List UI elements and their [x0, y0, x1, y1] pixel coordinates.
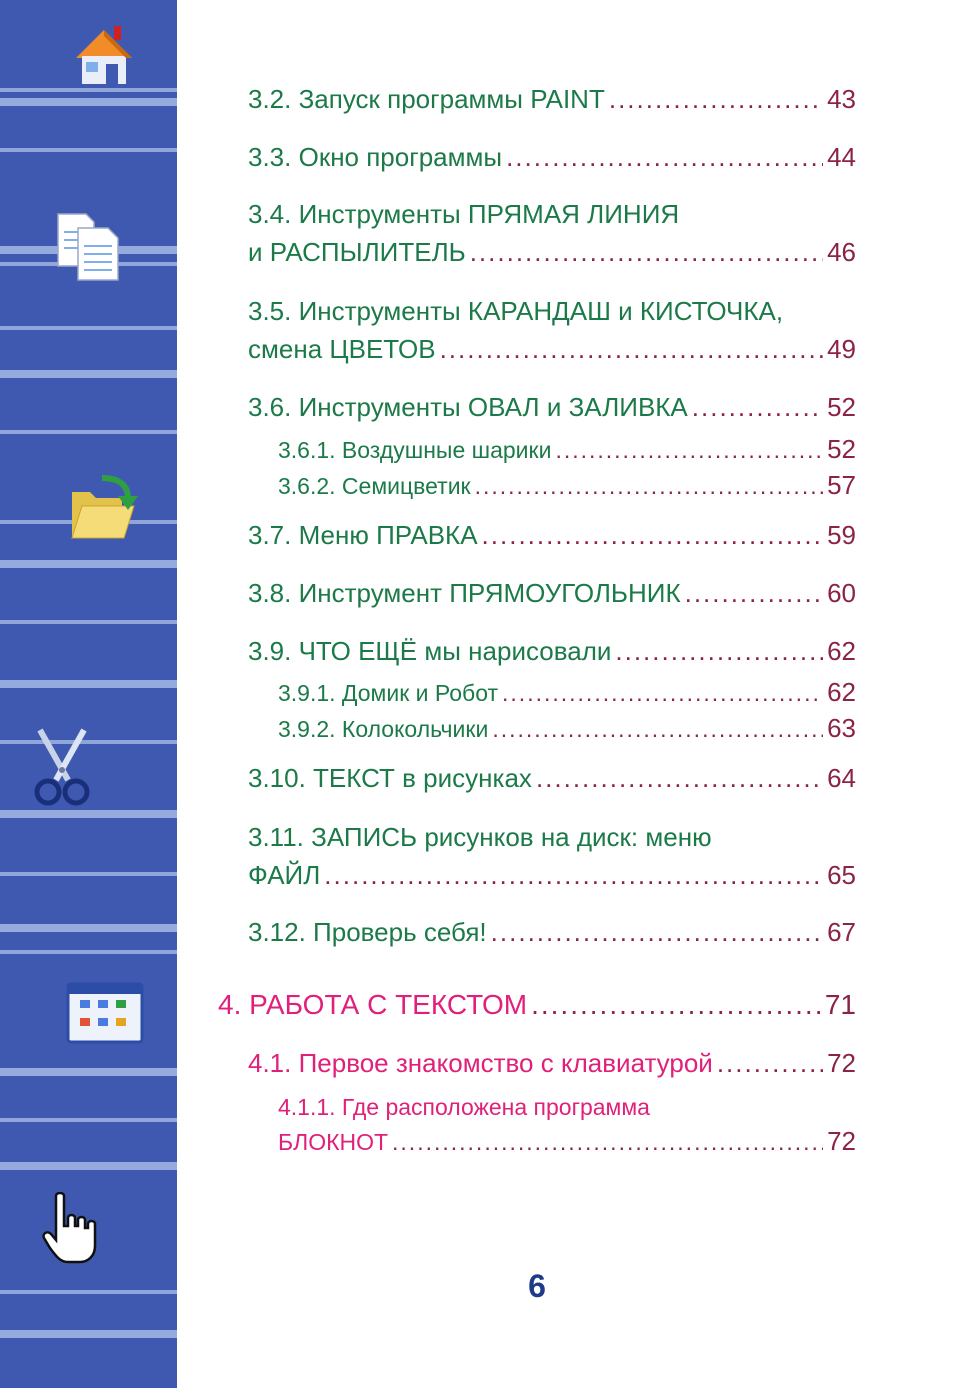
- toc-leader-dots: [506, 138, 823, 176]
- toc-entry-page: 60: [827, 578, 856, 608]
- toc-leader-dots: [692, 388, 823, 426]
- toc-leader-dots: [492, 710, 823, 748]
- toc-leader-dots: [502, 674, 823, 712]
- toc-entry[interactable]: [248, 138, 856, 176]
- toc-entry-page: 49: [827, 334, 856, 364]
- toc-leader-dots: [324, 856, 823, 894]
- toc-leader-dots: [615, 632, 823, 670]
- toc-entry[interactable]: [248, 195, 856, 271]
- toc-entry-title: 3.6.2. Семицветик: [278, 473, 471, 499]
- toc-entry-page: 63: [827, 713, 856, 743]
- toc-entry-title: 3.9.1. Домик и Робот: [278, 680, 499, 706]
- toc-leader-dots: [685, 574, 823, 612]
- toc-entry[interactable]: [248, 632, 856, 670]
- toc-entry-title-continued: ФАЙЛ: [248, 860, 321, 890]
- toc-leader-dots: [392, 1125, 823, 1159]
- toc-entry-page: 52: [827, 434, 856, 464]
- toc-leader-dots: [475, 467, 823, 505]
- page-number: 6: [528, 1268, 546, 1304]
- toc-entry-page: 59: [827, 520, 856, 550]
- toc-entry-page: 71: [824, 989, 856, 1020]
- toc-entry-page: 46: [827, 237, 856, 267]
- toc-leader-dots: [470, 233, 823, 271]
- toc-entry-title: 4.1. Первое знакомство с клавиатурой: [248, 1048, 713, 1078]
- toc-entry-page: 52: [827, 392, 856, 422]
- toc-entry-page: 72: [827, 1126, 856, 1156]
- toc-entry-title: 3.6.1. Воздушные шарики: [278, 437, 552, 463]
- toc-leader-dots: [717, 1044, 823, 1082]
- toc-entry[interactable]: [248, 574, 856, 612]
- page-number-footer: [0, 1268, 976, 1305]
- toc-entry-page: 64: [827, 763, 856, 793]
- toc-entry-title: 3.6. Инструменты ОВАЛ и ЗАЛИВКА: [248, 392, 688, 422]
- toc-entry-title-continued: смена ЦВЕТОВ: [248, 334, 436, 364]
- toc-entry-title: 3.8. Инструмент ПРЯМОУГОЛЬНИК: [248, 578, 681, 608]
- toc-entry-page: 57: [827, 470, 856, 500]
- toc-entry-page: 67: [827, 917, 856, 947]
- toc-leader-dots: [609, 80, 823, 118]
- toc-entry-title-continued: и РАСПЫЛИТЕЛЬ: [248, 237, 466, 267]
- toc-entry[interactable]: [248, 80, 856, 118]
- toc-entry-page: 44: [827, 142, 856, 172]
- toc-leader-dots: [555, 431, 823, 469]
- toc-entry-title: 3.5. Инструменты КАРАНДАШ и КИСТОЧКА,: [248, 296, 784, 326]
- toc-entry[interactable]: [248, 818, 856, 894]
- toc-entry-title: 3.3. Окно программы: [248, 142, 503, 172]
- toc-entry[interactable]: [248, 516, 856, 554]
- toc-entry-title: 3.9.2. Колокольчики: [278, 716, 489, 742]
- toc-subentry[interactable]: [278, 673, 856, 712]
- toc-entry[interactable]: [248, 759, 856, 797]
- toc-entry-page: 62: [827, 636, 856, 666]
- toc-entry-title: 4.1.1. Где расположена программа: [278, 1094, 650, 1120]
- toc-leader-dots: [440, 330, 824, 368]
- toc-subentry[interactable]: [278, 1090, 856, 1159]
- toc-entry-title: 3.12. Проверь себя!: [248, 917, 487, 947]
- toc-entry-title: 3.11. ЗАПИСЬ рисунков на диск: меню: [248, 822, 712, 852]
- toc-chapter-entry[interactable]: [218, 986, 856, 1024]
- toc-entry-title: 3.2. Запуск программы PAINT: [248, 84, 605, 114]
- toc-entry-title: 3.10. ТЕКСТ в рисунках: [248, 763, 532, 793]
- toc-subentry[interactable]: [278, 466, 856, 505]
- toc-entry-title: 4. РАБОТА С ТЕКСТОМ: [218, 989, 528, 1020]
- toc-subentry[interactable]: [278, 709, 856, 748]
- toc-entry-page: 62: [827, 677, 856, 707]
- toc-entry[interactable]: [248, 388, 856, 426]
- toc-leader-dots: [491, 913, 823, 951]
- toc-entry-page: 43: [827, 84, 856, 114]
- toc-entry-page: 65: [827, 860, 856, 890]
- toc-entry-title: 3.7. Меню ПРАВКА: [248, 520, 478, 550]
- toc-entry-title: 3.9. ЧТО ЕЩЁ мы нарисовали: [248, 636, 612, 666]
- toc-entry[interactable]: [248, 1044, 856, 1082]
- toc-entry[interactable]: [248, 292, 856, 368]
- toc-leader-dots: [482, 516, 824, 554]
- toc-leader-dots: [531, 986, 821, 1024]
- toc-entry-page: 72: [827, 1048, 856, 1078]
- toc-entry[interactable]: [248, 913, 856, 951]
- toc-entry-title-continued: БЛОКНОТ: [278, 1129, 389, 1155]
- toc-leader-dots: [536, 759, 823, 797]
- toc-subentry[interactable]: [278, 430, 856, 469]
- toc-entry-title: 3.4. Инструменты ПРЯМАЯ ЛИНИЯ: [248, 199, 680, 229]
